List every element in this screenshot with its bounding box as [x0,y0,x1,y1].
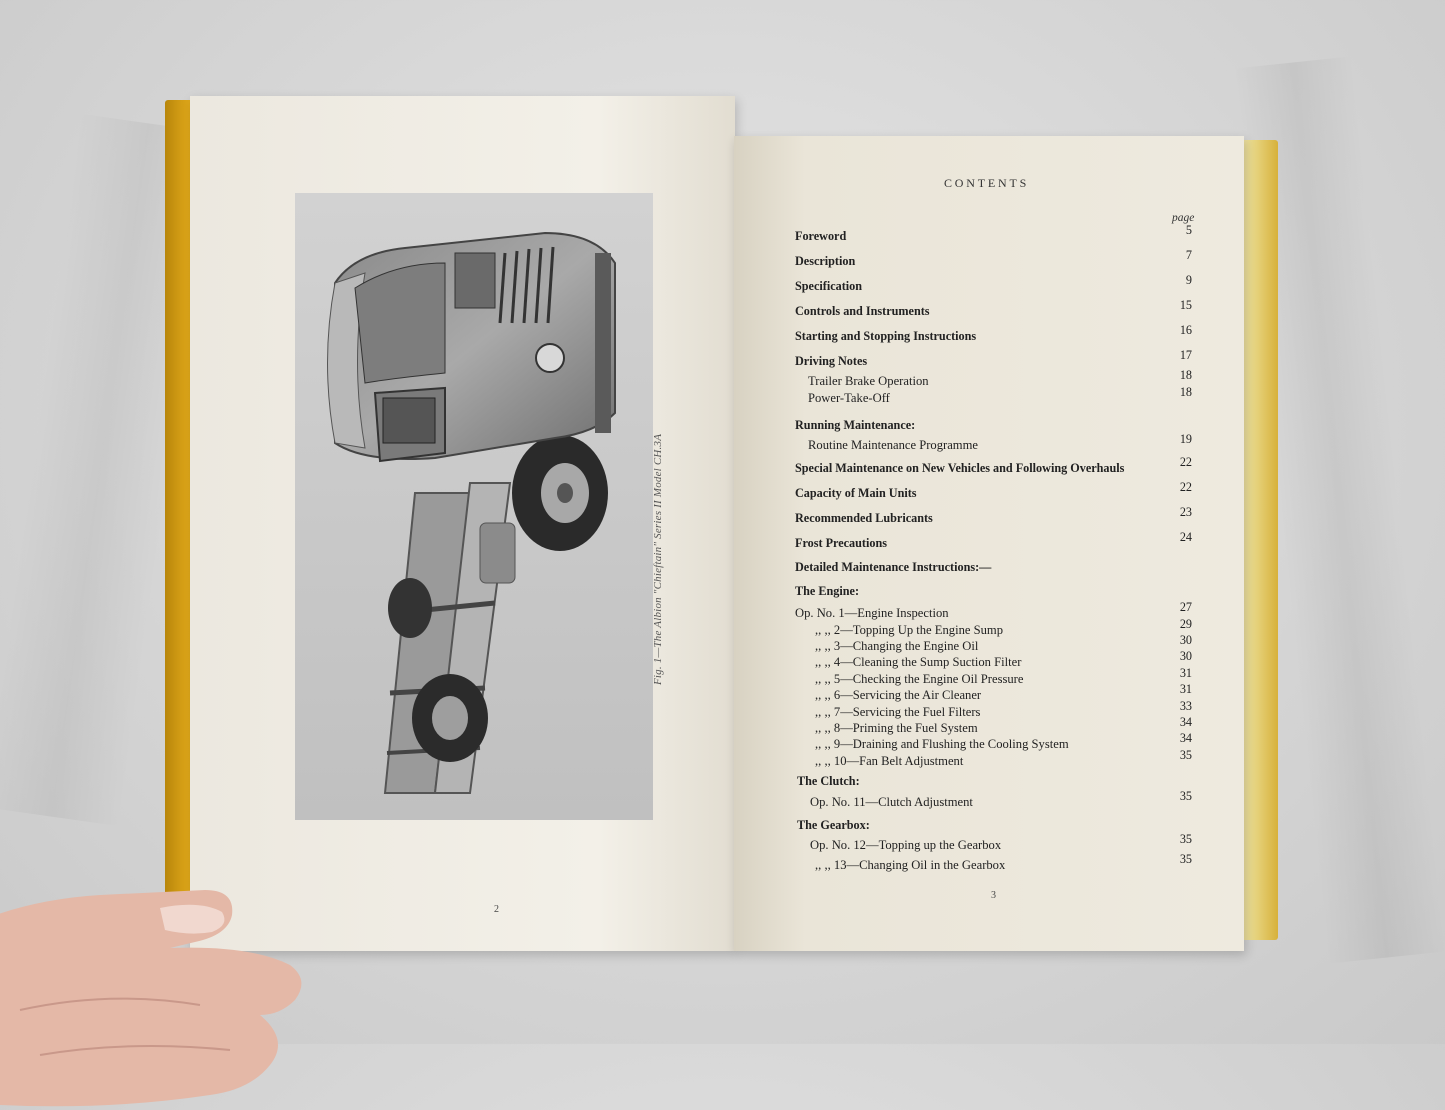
toc-page-number: 18 [1179,385,1192,399]
toc-entry: Frost Precautions [795,536,887,550]
toc-page-number: 35 [1179,832,1192,846]
toc-page-number: 7 [1185,248,1192,262]
toc-page-number: 31 [1179,666,1192,680]
toc-entry: ,, ,, 13—Changing Oil in the Gearbox [815,858,1006,872]
toc-entry: ,, ,, 3—Changing the Engine Oil [815,639,979,653]
hand [0,890,380,1110]
right-page-number: 3 [991,890,996,901]
toc-entry: Driving Notes [795,354,868,368]
toc-page-number: 29 [1179,617,1192,631]
toc-entry: Op. No. 11—Clutch Adjustment [810,795,973,809]
toc-entry: Starting and Stopping Instructions [795,329,977,343]
toc-entry: Special Maintenance on New Vehicles and Following Overhauls [795,461,1125,475]
toc-entry: ,, ,, 2—Topping Up the Engine Sump [815,623,1004,637]
toc-entry: Op. No. 12—Topping up the Gearbox [810,838,1002,852]
toc-entry: ,, ,, 8—Priming the Fuel System [815,721,978,735]
toc-page-number: 31 [1179,682,1192,696]
toc-entry: Recommended Lubricants [795,511,933,525]
toc-page-number: 17 [1179,348,1192,362]
toc-page-number: 35 [1179,748,1192,762]
toc-entry: Specification [795,279,863,293]
toc-entry: The Gearbox: [797,818,870,832]
toc-entry: Op. No. 1—Engine Inspection [795,606,949,620]
toc-entry: ,, ,, 5—Checking the Engine Oil Pressure [815,672,1024,686]
toc-page-number: 22 [1179,455,1192,469]
toc-page-number: 5 [1185,223,1192,237]
toc-page-number: 33 [1179,699,1192,713]
toc-page-number: 35 [1179,789,1192,803]
toc-page-number: 27 [1179,600,1192,614]
figure-caption: Fig. 1—The Albion "Chieftain" Series II Model CH.3A [652,433,664,685]
toc-page-number: 35 [1179,852,1192,866]
toc-page-number: 16 [1179,323,1192,337]
toc-entry: Detailed Maintenance Instructions:— [795,560,992,574]
toc-entry: ,, ,, 10—Fan Belt Adjustment [815,754,964,768]
toc-entry: Power-Take-Off [808,391,890,405]
left-page-number: 2 [494,904,499,915]
toc-entry: Controls and Instruments [795,304,930,318]
toc-entry: ,, ,, 4—Cleaning the Sump Suction Filter [815,655,1022,669]
toc-page-number: 19 [1179,432,1192,446]
toc-page-number: 30 [1179,649,1192,663]
toc-entry: ,, ,, 9—Draining and Flushing the Cooling System [815,737,1069,751]
toc-entry: ,, ,, 6—Servicing the Air Cleaner [815,688,982,702]
toc-entry: ,, ,, 7—Servicing the Fuel Filters [815,705,981,719]
toc-page-number: 15 [1179,298,1192,312]
toc-entry: The Clutch: [797,774,860,788]
toc-entry: Running Maintenance: [795,418,916,432]
toc-page-number: 23 [1179,505,1192,519]
toc-page-number: 34 [1179,731,1192,745]
toc-entry: Description [795,254,856,268]
toc-page-number: 30 [1179,633,1192,647]
contents-heading: CONTENTS [944,176,1030,190]
toc-page-number: 9 [1185,273,1192,287]
toc-page-number: 18 [1179,368,1192,382]
toc-page-number: 34 [1179,715,1192,729]
toc-page-number: 24 [1179,530,1192,544]
page-column-label: page [1172,212,1195,224]
toc-entry: Foreword [795,229,847,243]
toc-entry: The Engine: [795,584,859,598]
toc-entry: Trailer Brake Operation [808,374,929,388]
toc-page-number: 22 [1179,480,1192,494]
toc-entry: Capacity of Main Units [795,486,917,500]
toc-entry: Routine Maintenance Programme [808,438,978,452]
